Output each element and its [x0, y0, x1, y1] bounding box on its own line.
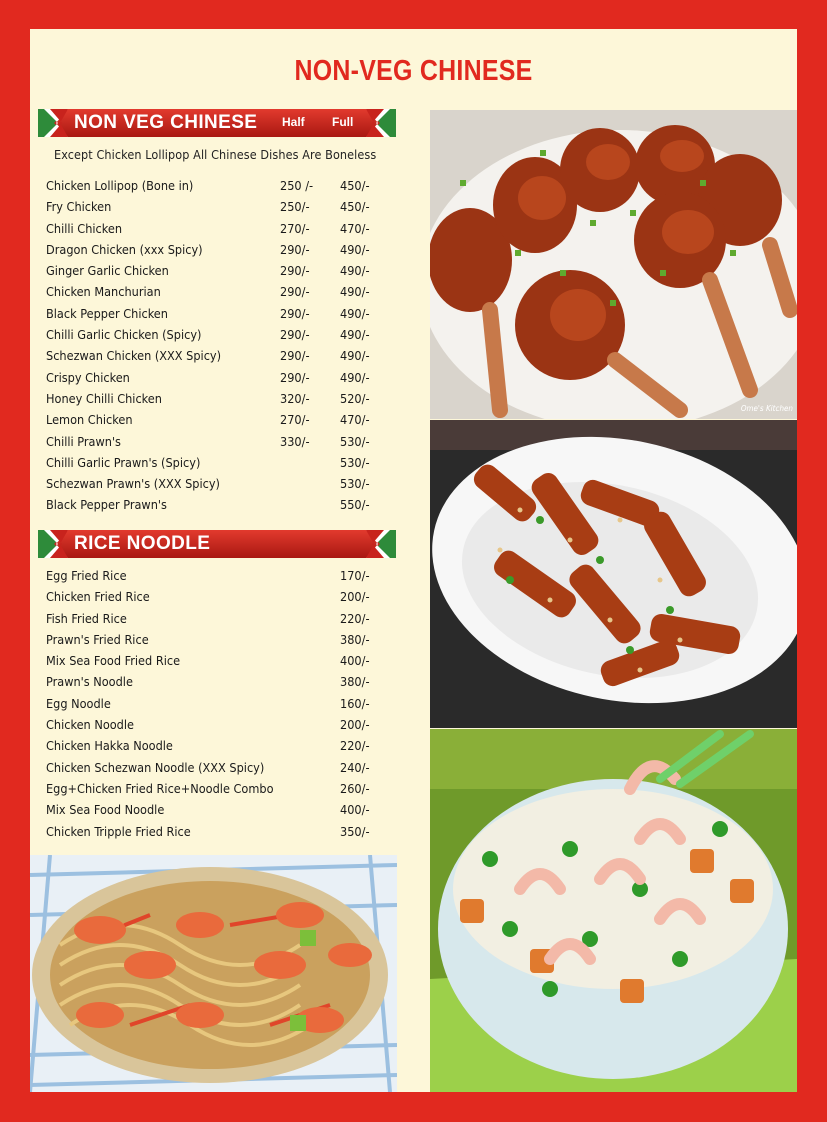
half-price: 290/- — [280, 241, 310, 257]
menu-item-row — [46, 239, 376, 260]
full-price: 470/- — [340, 220, 370, 236]
full-price: 550/- — [340, 497, 370, 513]
dish-name: Egg Noodle — [46, 695, 111, 711]
menu-item-row — [46, 260, 376, 281]
dish-name: Black Pepper Prawn's — [46, 497, 167, 513]
dish-name: Chicken Lollipop (Bone in) — [46, 178, 194, 193]
price: 350/- — [340, 823, 370, 839]
full-price: 490/- — [340, 369, 370, 385]
full-price: 530/- — [340, 476, 370, 492]
half-price: 320/- — [280, 390, 310, 406]
menu-item-row — [46, 629, 376, 650]
dish-name: Chicken Manchurian — [46, 284, 161, 300]
nonveg-banner — [38, 109, 396, 137]
dish-name: Prawn's Noodle — [46, 674, 133, 690]
nonveg-section-title: NON VEG CHINESE — [74, 112, 258, 133]
menu-page — [30, 29, 797, 1092]
half-price: 290/- — [280, 305, 310, 321]
full-price: 520/- — [340, 390, 370, 406]
dish-name: Honey Chilli Chicken — [46, 390, 162, 406]
chilli-chicken-photo — [430, 420, 797, 728]
menu-item-row — [46, 324, 376, 345]
dish-name: Dragon Chicken (xxx Spicy) — [46, 241, 203, 257]
half-price: 290/- — [280, 369, 310, 385]
dish-name: Chicken Fried Rice — [46, 589, 150, 605]
dish-name: Egg+Chicken Fried Rice+Noodle Combo — [46, 780, 274, 796]
price: 380/- — [340, 631, 370, 647]
full-column-header: Full — [332, 115, 354, 129]
price: 170/- — [340, 568, 370, 583]
half-price: 290/- — [280, 284, 310, 300]
dish-name: Chilli Garlic Chicken (Spicy) — [46, 327, 202, 343]
menu-item-row — [46, 757, 376, 778]
dish-name: Chicken Noodle — [46, 717, 134, 733]
dish-name: Ginger Garlic Chicken — [46, 263, 169, 279]
half-price: 270/- — [280, 220, 310, 236]
menu-item-row — [46, 452, 376, 473]
rice-section-title: RICE NOODLE — [74, 533, 211, 554]
full-price: 450/- — [340, 178, 370, 193]
dish-name: Chilli Chicken — [46, 220, 123, 236]
menu-item-row — [46, 303, 376, 324]
dish-name: Egg Fried Rice — [46, 568, 127, 583]
full-price: 490/- — [340, 241, 370, 257]
menu-item-row — [46, 367, 376, 388]
dish-name: Schezwan Prawn's (XXX Spicy) — [46, 476, 220, 492]
menu-item-row — [46, 388, 376, 409]
dish-name: Prawn's Fried Rice — [46, 631, 149, 647]
full-price: 470/- — [340, 412, 370, 428]
price: 200/- — [340, 589, 370, 605]
dish-name: Chicken Hakka Noodle — [46, 738, 173, 754]
dish-name: Lemon Chicken — [46, 412, 133, 428]
price: 380/- — [340, 674, 370, 690]
full-price: 490/- — [340, 348, 370, 364]
price: 260/- — [340, 780, 370, 796]
menu-item-row — [46, 714, 376, 735]
price: 400/- — [340, 653, 370, 669]
dish-name: Chicken Tripple Fried Rice — [46, 823, 191, 839]
dish-name: Fry Chicken — [46, 199, 112, 215]
rice-menu-list — [46, 565, 376, 842]
full-price: 490/- — [340, 305, 370, 321]
noodle-photo — [30, 855, 397, 1092]
menu-item-row — [46, 693, 376, 714]
full-price: 490/- — [340, 284, 370, 300]
nonveg-menu-list — [46, 175, 376, 516]
half-price: 290/- — [280, 327, 310, 343]
menu-item-row — [46, 473, 376, 494]
menu-item-row — [46, 196, 376, 217]
menu-item-row — [46, 650, 376, 671]
menu-item-row — [46, 778, 376, 799]
full-price: 490/- — [340, 327, 370, 343]
menu-item-row — [46, 345, 376, 366]
price: 220/- — [340, 738, 370, 754]
menu-item-row — [46, 175, 376, 196]
menu-item-row — [46, 821, 376, 842]
page-title: NON-VEG CHINESE — [294, 55, 533, 87]
menu-item-row — [46, 671, 376, 692]
dish-name: Mix Sea Food Fried Rice — [46, 653, 181, 669]
full-price: 490/- — [340, 263, 370, 279]
menu-item-row — [46, 218, 376, 239]
menu-item-row — [46, 409, 376, 430]
menu-item-row — [46, 586, 376, 607]
price: 240/- — [340, 759, 370, 775]
rice-banner — [38, 530, 396, 558]
half-price: 270/- — [280, 412, 310, 428]
price: 160/- — [340, 695, 370, 711]
dish-name: Schezwan Chicken (XXX Spicy) — [46, 348, 222, 364]
price: 200/- — [340, 717, 370, 733]
full-price: 530/- — [340, 433, 370, 449]
dish-name: Chilli Garlic Prawn's (Spicy) — [46, 454, 201, 470]
dish-name: Mix Sea Food Noodle — [46, 802, 165, 818]
menu-item-row — [46, 608, 376, 629]
half-price: 290/- — [280, 348, 310, 364]
price: 400/- — [340, 802, 370, 818]
boneless-note: Except Chicken Lollipop All Chinese Dishes Are Boneless — [54, 147, 377, 162]
chicken-lollipop-photo — [430, 110, 797, 419]
menu-item-row — [46, 281, 376, 302]
dish-name: Chilli Prawn's — [46, 433, 121, 449]
fried-rice-photo — [430, 729, 797, 1092]
half-price: 250/- — [280, 199, 310, 215]
menu-item-row — [46, 431, 376, 452]
half-price: 330/- — [280, 433, 310, 449]
half-column-header: Half — [282, 115, 305, 129]
dish-name: Chicken Schezwan Noodle (XXX Spicy) — [46, 759, 265, 775]
menu-item-row — [46, 494, 376, 515]
menu-item-row — [46, 799, 376, 820]
half-price: 290/- — [280, 263, 310, 279]
photo-watermark: Ome's Kitchen — [740, 404, 793, 413]
full-price: 530/- — [340, 454, 370, 470]
menu-item-row — [46, 565, 376, 586]
full-price: 450/- — [340, 199, 370, 215]
half-price: 250 /- — [280, 178, 314, 193]
dish-name: Black Pepper Chicken — [46, 305, 168, 321]
dish-name: Crispy Chicken — [46, 369, 130, 385]
menu-item-row — [46, 735, 376, 756]
dish-name: Fish Fried Rice — [46, 610, 127, 626]
price: 220/- — [340, 610, 370, 626]
